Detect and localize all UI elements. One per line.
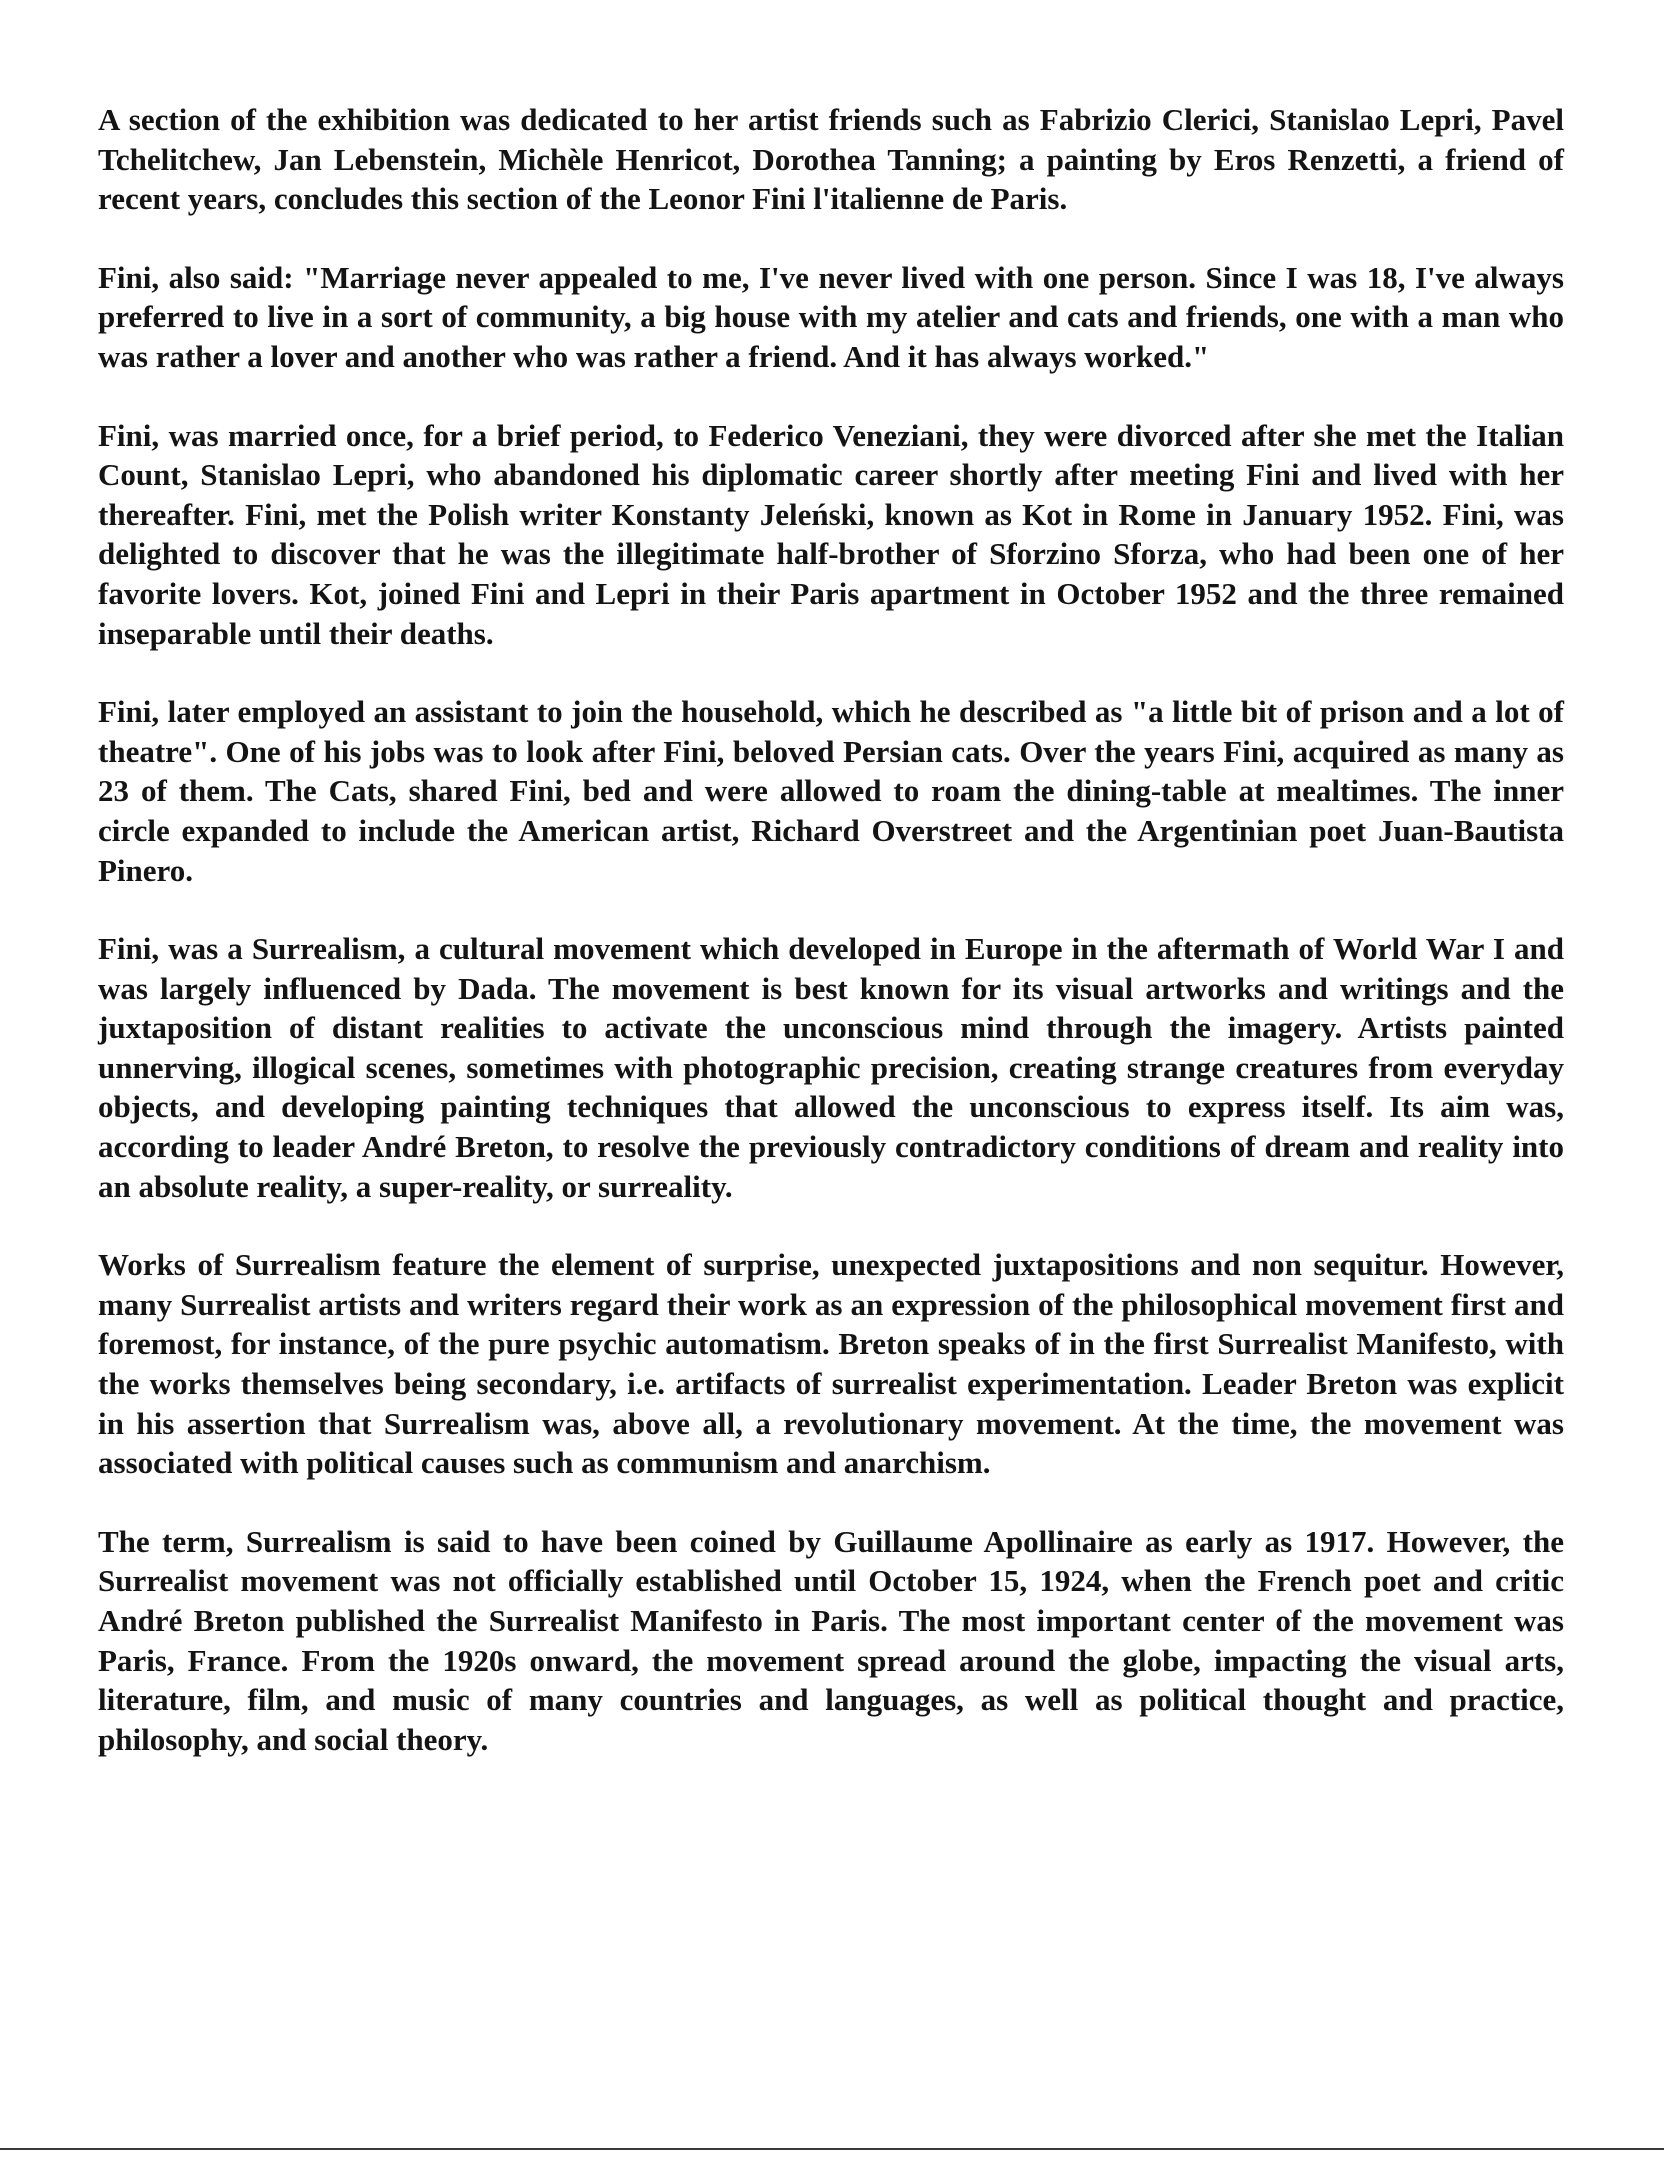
paragraph-surrealism-definition: Fini, was a Surrealism, a cultural movement which developed in Europe in the aftermath of World War I and was largely influenced by Dada. The movement is best known for its visual artworks and writings and the juxtaposition of distant realities to activate the unconscious mind through the imagery. Artists painted unnerving, illogical scenes, sometimes with photographic precision, creating strange creatures from everyday objects, and developing painting techniques that allowed the unconscious to express itself. Its aim was, according to leader André Breton, to resolve the previously contradictory conditions of dream and reality into an absolute reality, a super-reality, or surreality. bbox=[98, 931, 1564, 1204]
paragraph-surrealism-origin: The term, Surrealism is said to have been coined by Guillaume Apollinaire as early as 1917. However, the Surrealist movement was not officially established until October 15, 1924, when the French poet and critic André Breton published the Surrealist Manifesto in Paris. The most important center of the movement was Paris, France. From the 1920s onward, the movement spread around the globe, impacting the visual arts, literature, film, and music of many countries and languages, as well as political thought and practice, philosophy, and social theory. bbox=[98, 1523, 1564, 1757]
paragraph-household-cats: Fini, later employed an assistant to join the household, which he described as "a little bit of prison and a lot of theatre". One of his jobs was to look after Fini, beloved Persian cats. Over the years Fini, acquired as many as 23 of them. The Cats, shared Fini, bed and were allowed to roam the dining-table at mealtimes. The inner circle expanded to include the American artist, Richard Overstreet and the Argentinian poet Juan-Bautista Pinero. bbox=[98, 694, 1564, 888]
paragraph-exhibition-friends: A section of the exhibition was dedicated to her artist friends such as Fabrizio Clerici, Stanislao Lepri, Pavel Tchelitchew, Jan Lebenstein, Michèle Henricot, Dorothea Tanning; a painting by Eros Renzetti, a friend of recent years, concludes this section of the Leonor Fini l'italienne de Paris. bbox=[98, 102, 1564, 217]
paragraph-surrealism-works: Works of Surrealism feature the element of surprise, unexpected juxtapositions and non sequitur. However, many Surrealist artists and writers regard their work as an expression of the philosophical movement first and foremost, for instance, of the pure psychic automatism. Breton speaks of in the first Surrealist Manifesto, with the works themselves being secondary, i.e. artifacts of surrealist experimentation. Leader Breton was explicit in his assertion that Surrealism was, above all, a revolutionary movement. At the time, the movement was associated with political causes such as communism and anarchism. bbox=[98, 1247, 1564, 1481]
body-text bbox=[98, 100, 1564, 1798]
paragraph-marriage-history: Fini, was married once, for a brief period, to Federico Veneziani, they were divorced after she met the Italian Count, Stanislao Lepri, who abandoned his diplomatic career shortly after meeting Fini and lived with her thereafter. Fini, met the Polish writer Konstanty Jeleński, known as Kot in Rome in January 1952. Fini, was delighted to discover that he was the illegitimate half-brother of Sforzino Sforza, who had been one of her favorite lovers. Kot, joined Fini and Lepri in their Paris apartment in October 1952 and the three remained inseparable until their deaths. bbox=[98, 417, 1564, 651]
paragraph-marriage-quote: Fini, also said: "Marriage never appealed to me, I've never lived with one person. Since I was 18, I've always preferred to live in a sort of community, a big house with my atelier and cats and friends, one with a man who was rather a lover and another who was rather a friend. And it has always worked." bbox=[98, 259, 1564, 374]
bottom-divider bbox=[0, 2148, 1664, 2150]
